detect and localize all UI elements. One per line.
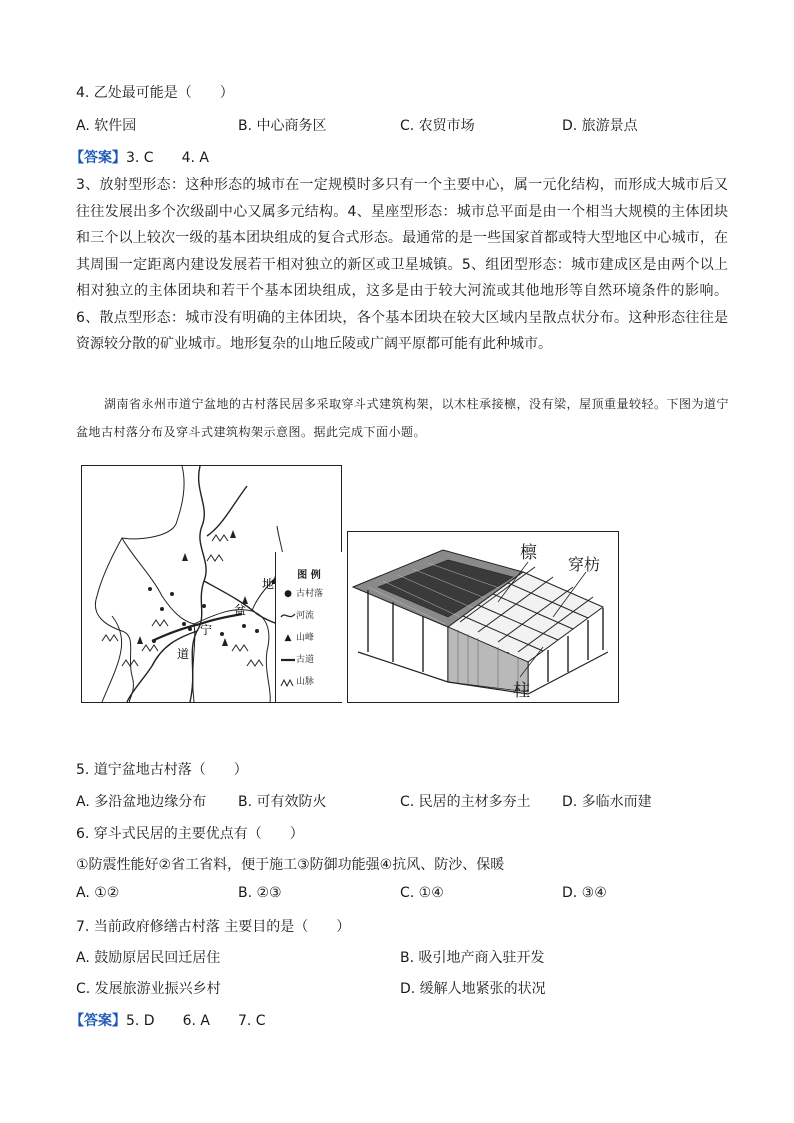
q4-option-d[interactable]: D. 旅游景点: [562, 118, 638, 134]
question-4-stem: 4. 乙处最可能是（ ）: [76, 85, 234, 101]
chuandou-structure-diagram: [347, 531, 619, 703]
legend-item-road: 古道: [280, 652, 314, 665]
q5-option-c[interactable]: C. 民居的主材多夯土: [400, 794, 531, 810]
question-7-stem: 7. 当前政府修缮古村落 主要目的是（ ）: [76, 919, 351, 935]
intro-paragraph: 湖南省永州市道宁盆地的古村落民居多采取穿斗式建筑构架，以木柱承接檩，没有梁，屋顶重量较轻。下图为道宁盆地古村落分布及穿斗式建筑构架示意图。据此完成下面小题。: [76, 397, 730, 439]
mountain-range-icon: [280, 677, 296, 687]
q6-statements: ①防震性能好②省工省料，便于施工③防御功能强④抗风、防沙、保暖: [76, 857, 505, 873]
map-label-basin-2: 盆: [234, 603, 247, 617]
q6-option-d[interactable]: D. ③④: [562, 885, 607, 901]
q6-option-c[interactable]: C. ①④: [400, 885, 444, 901]
map-legend: [275, 552, 342, 702]
answer-block-2: [70, 1010, 266, 1030]
q7-option-c[interactable]: C. 发展旅游业振兴乡村: [76, 981, 221, 997]
peak-icon: ▲: [284, 633, 292, 643]
q6-option-a[interactable]: A. ①②: [76, 885, 120, 901]
label-chuanfang: 穿枋: [568, 555, 601, 574]
legend-item-mountain: 山脉: [280, 674, 314, 687]
q4-option-c[interactable]: C. 农贸市场: [400, 118, 475, 134]
answer-block-1: [70, 147, 209, 167]
question-6-stem: 6. 穿斗式民居的主要优点有（ ）: [76, 826, 304, 842]
map-label-name-2: 道: [177, 647, 190, 661]
river-line-icon: [280, 611, 296, 621]
village-dot-icon: ●: [284, 589, 292, 599]
question-5-stem: 5. 道宁盆地古村落（ ）: [76, 762, 248, 778]
q5-option-a[interactable]: A. 多沿盆地边缘分布: [76, 794, 207, 810]
answer-label: 【答案】: [70, 150, 126, 166]
map-label-name-1: 宁: [200, 623, 213, 637]
legend-item-river: 河流: [280, 608, 314, 621]
answer-text: 3. C 4. A: [126, 150, 209, 166]
legend-item-village: ● 古村落: [280, 586, 323, 599]
label-zhu: 柱: [513, 681, 530, 701]
q7-option-d[interactable]: D. 缓解人地紧张的状况: [400, 981, 546, 997]
q6-option-b[interactable]: B. ②③: [238, 885, 282, 901]
explanation-paragraph: 3、放射型形态：这种形态的城市在一定规模时多只有一个主要中心，属一元化结构，而形成大城市后又往往发展出多个次级副中心又属多元结构。4、星座型形态：城市总平面是由一个相当大规模的主体团块和三个以上较次一级的基本团块组成的复合式形态。最通常的是一些国家首都或特大型地区中心城市，在其周围一定距离内建设发展若干相对独立的新区或卫星城镇。5、组团型形态：城市建成区是由两个以上相对独立的主体团块和若干个基本团块组成，这多是由于较大河流或其他地形等自然环境条件的影响。6、散点型形态：城市没有明确的主体团块，各个基本团块在较大区域内呈散点状分布。这种形态往往是资源较分散的矿业城市。地形复杂的山地丘陵或广阔平原都可能有此种城市。: [76, 177, 728, 352]
q5-option-b[interactable]: B. 可有效防火: [238, 794, 327, 810]
village-map: [81, 465, 342, 703]
legend-title: 图 例: [297, 570, 321, 581]
legend-item-peak: ▲ 山峰: [280, 630, 314, 643]
q4-option-a[interactable]: A. 软件园: [76, 118, 137, 134]
answer-label: 【答案】: [70, 1013, 126, 1029]
answer-text: 5. D 6. A 7. C: [126, 1013, 266, 1029]
map-label-basin-1: 地: [262, 577, 275, 591]
q7-option-a[interactable]: A. 鼓励原居民回迁居住: [76, 950, 221, 966]
q4-option-b[interactable]: B. 中心商务区: [238, 118, 327, 134]
q7-option-b[interactable]: B. 吸引地产商入驻开发: [400, 950, 545, 966]
label-lin: 檩: [520, 543, 537, 563]
road-line-icon: [280, 655, 296, 665]
q5-option-d[interactable]: D. 多临水而建: [562, 794, 652, 810]
